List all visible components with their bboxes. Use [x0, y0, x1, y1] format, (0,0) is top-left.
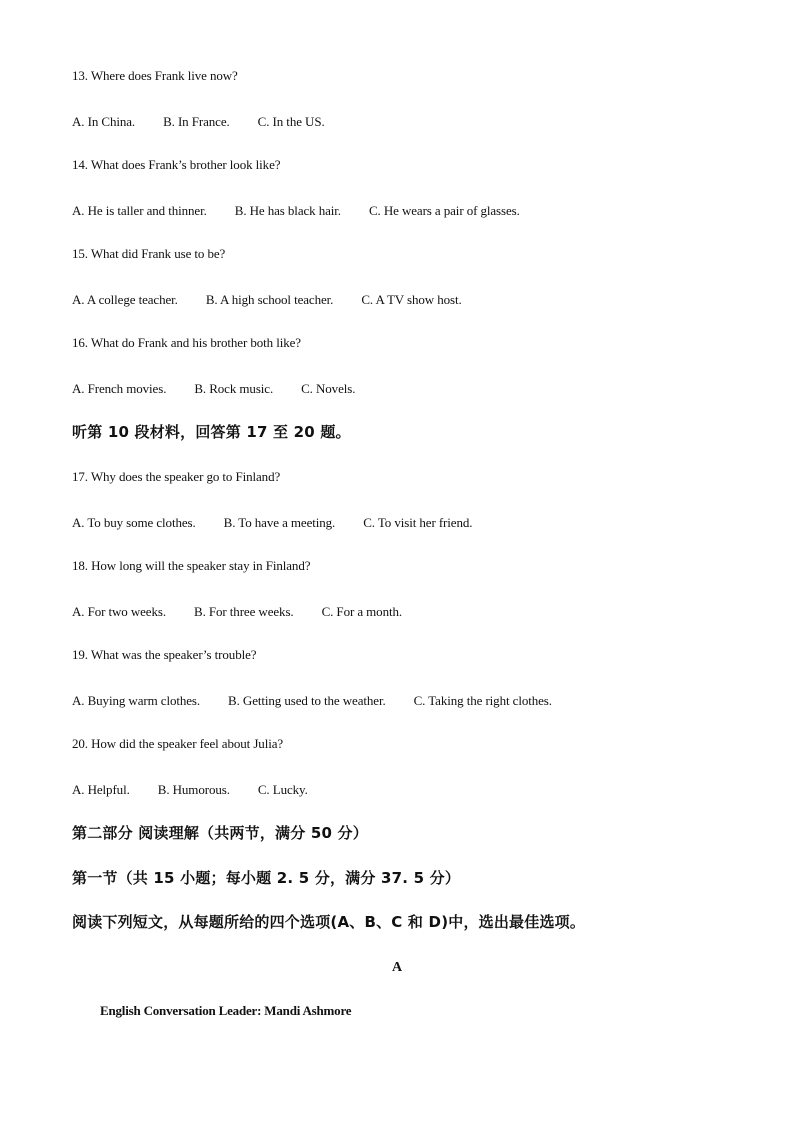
- option-19-c: C. Taking the right clothes.: [413, 693, 552, 708]
- options-14: [72, 203, 520, 219]
- option-14-c: C. He wears a pair of glasses.: [368, 203, 520, 218]
- option-18-c: C. For a month.: [321, 604, 403, 619]
- option-13-c: C. In the US.: [257, 114, 325, 129]
- question-20: 20. How did the speaker feel about Julia?: [72, 736, 284, 751]
- option-17-c: C. To visit her friend.: [363, 515, 473, 530]
- option-18-b: B. For three weeks.: [194, 604, 294, 619]
- question-18: 18. How long will the speaker stay in Finland?: [72, 558, 311, 573]
- option-13-a: A. In China.: [72, 114, 136, 129]
- option-16-c: C. Novels.: [301, 381, 356, 396]
- question-14: 14. What does Frank’s brother look like?: [72, 157, 281, 172]
- question-13: 13. Where does Frank live now?: [72, 68, 238, 83]
- option-14-b: B. He has black hair.: [234, 203, 341, 218]
- question-19: 19. What was the speaker’s trouble?: [72, 647, 257, 662]
- option-14-a: A. He is taller and thinner.: [72, 203, 207, 218]
- option-17-b: B. To have a meeting.: [223, 515, 336, 530]
- option-15-c: C. A TV show host.: [361, 292, 462, 307]
- options-20: [72, 782, 308, 798]
- options-19: [72, 693, 552, 709]
- question-16: 16. What do Frank and his brother both like?: [72, 335, 301, 350]
- option-20-a: A. Helpful.: [72, 782, 130, 797]
- options-17: [72, 515, 472, 531]
- options-15: [72, 292, 462, 308]
- option-16-a: A. French movies.: [72, 381, 167, 396]
- option-20-c: C. Lucky.: [257, 782, 308, 797]
- question-17: 17. Why does the speaker go to Finland?: [72, 469, 281, 484]
- option-18-a: A. For two weeks.: [72, 604, 166, 619]
- passage-letter: A: [391, 960, 403, 975]
- reading-instruction: 阅读下列短文，从每题所给的四个选项(A、B、C 和 D)中，选出最佳选项。: [72, 913, 586, 931]
- option-13-b: B. In France.: [163, 114, 230, 129]
- option-20-b: B. Humorous.: [157, 782, 230, 797]
- option-16-b: B. Rock music.: [194, 381, 274, 396]
- options-16: [72, 381, 355, 397]
- option-15-b: B. A high school teacher.: [205, 292, 334, 307]
- option-15-a: A. A college teacher.: [72, 292, 178, 307]
- section-10-heading: 听第 10 段材料，回答第 17 至 20 题。: [72, 423, 351, 441]
- option-19-a: A. Buying warm clothes.: [72, 693, 201, 708]
- part-2-heading: 第二部分 阅读理解（共两节，满分 50 分）: [72, 824, 368, 842]
- section-1-heading: 第一节（共 15 小题；每小题 2. 5 分，满分 37. 5 分）: [72, 869, 461, 887]
- option-17-a: A. To buy some clothes.: [72, 515, 196, 530]
- option-19-b: B. Getting used to the weather.: [228, 693, 386, 708]
- options-18: [72, 604, 402, 620]
- question-15: 15. What did Frank use to be?: [72, 246, 226, 261]
- passage-title: English Conversation Leader: Mandi Ashmore: [100, 1003, 352, 1018]
- options-13: [72, 114, 325, 130]
